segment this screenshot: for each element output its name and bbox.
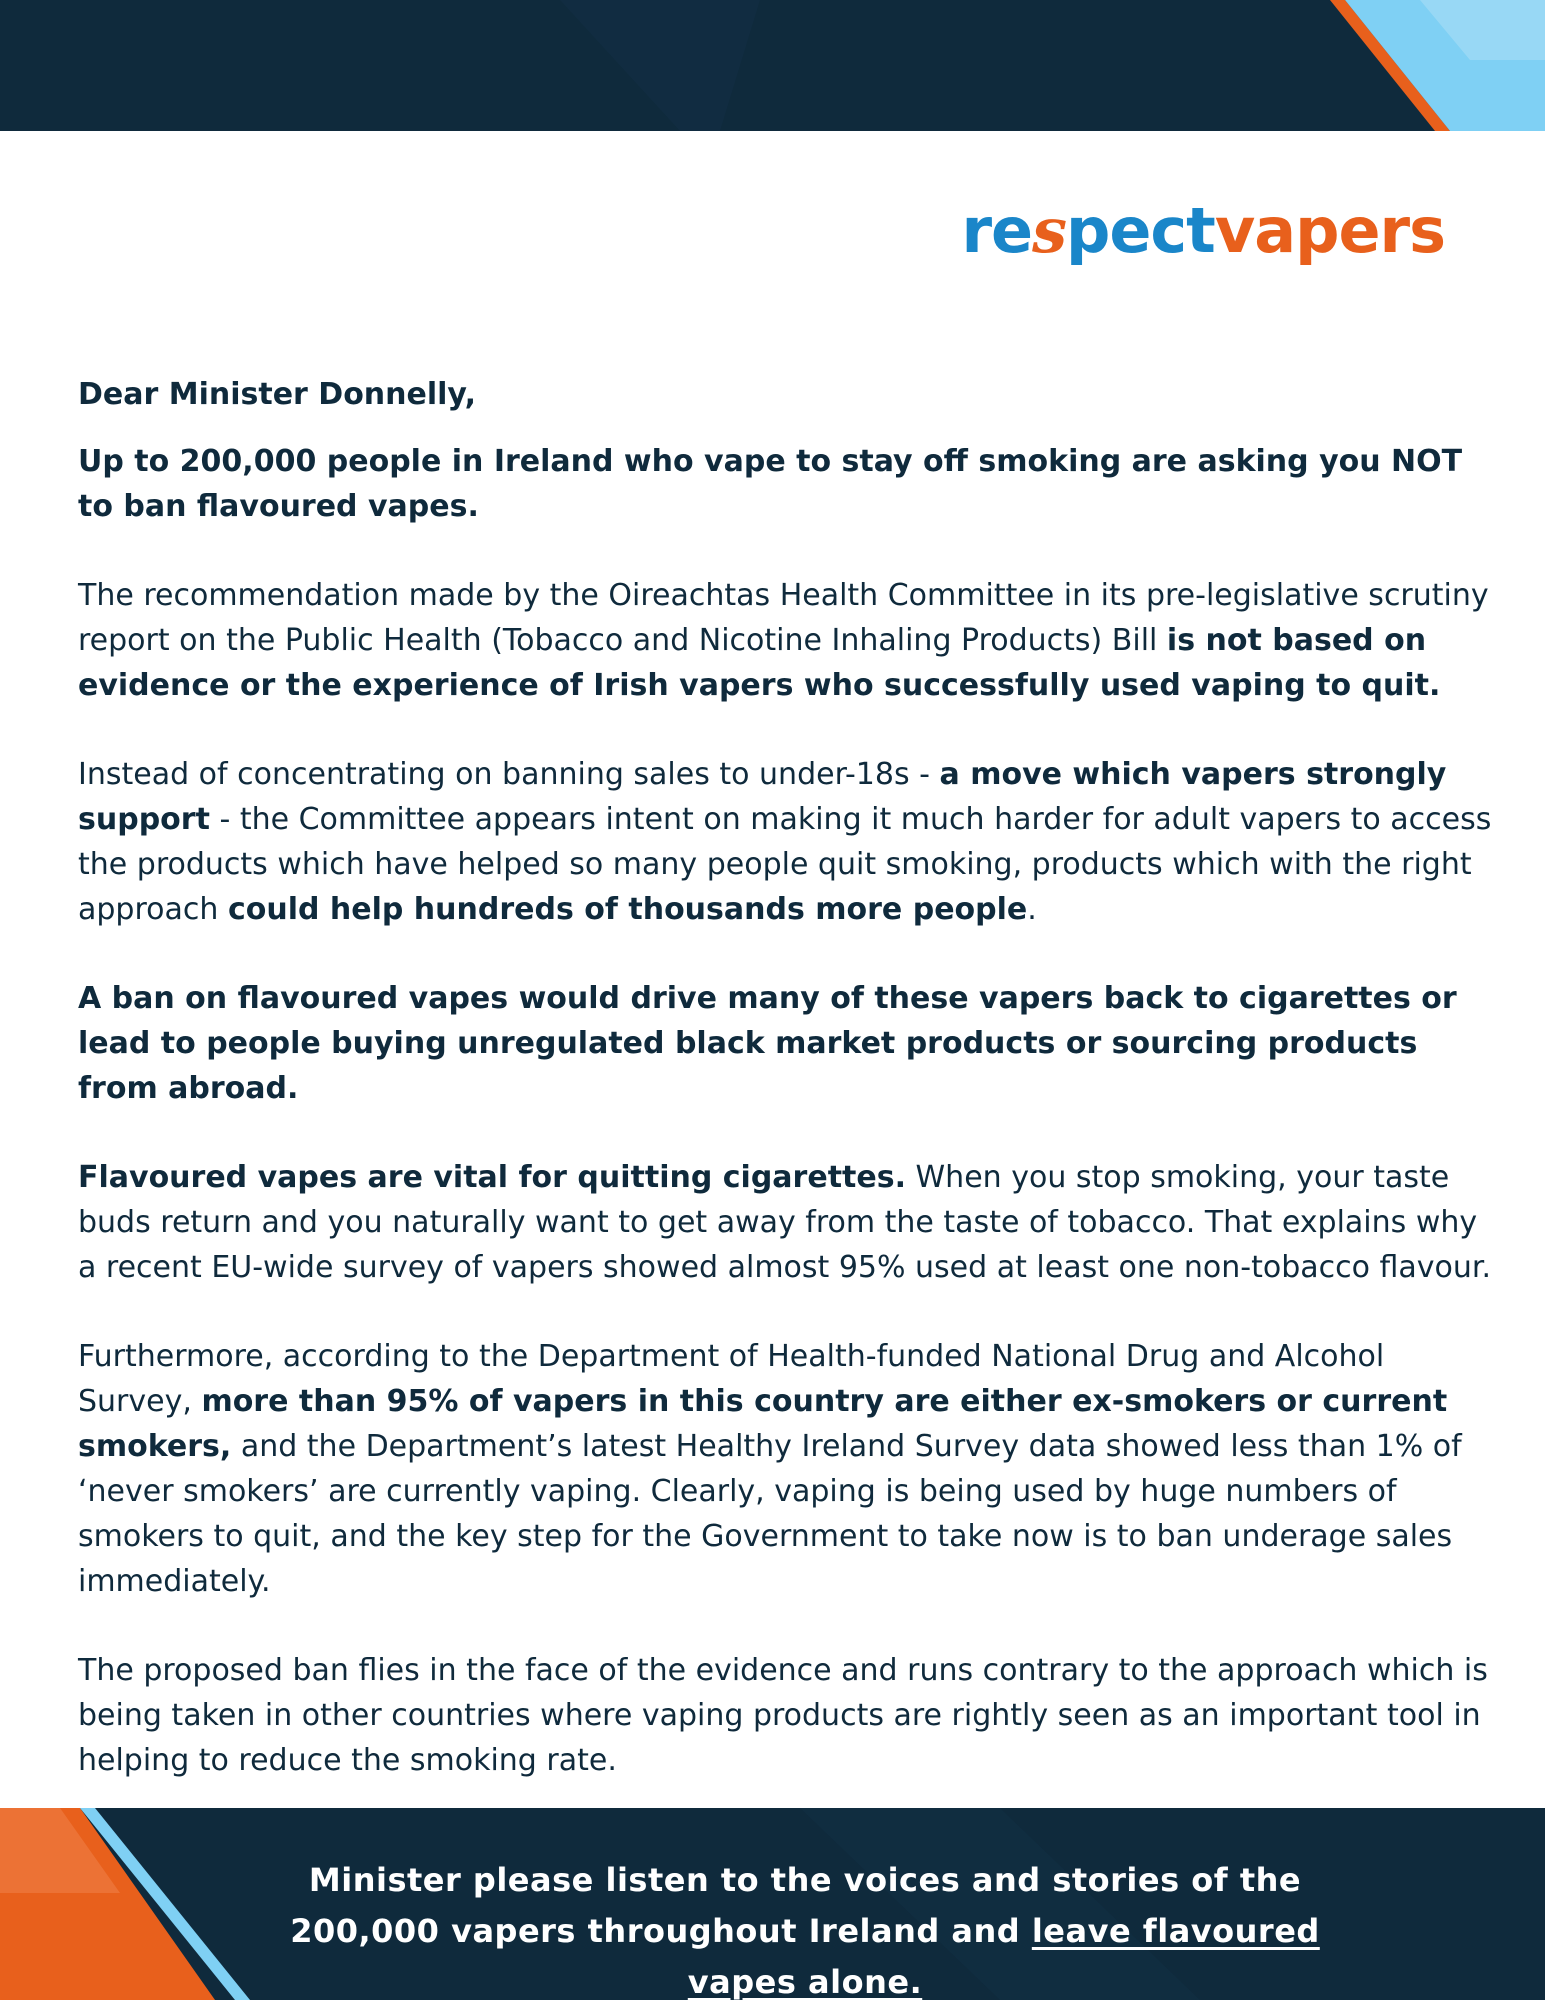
paragraph-5 xyxy=(78,1155,1503,1290)
paragraph-3-bold-2: could help hundreds of thousands more people xyxy=(227,892,1028,927)
header-decoration xyxy=(0,0,1545,131)
paragraph-2 xyxy=(78,573,1503,708)
paragraph-7 xyxy=(78,1648,1503,1783)
footer-message-underlined: leave flavoured vapes alone. xyxy=(687,1912,1320,2001)
paragraph-4-bold: A ban on flavoured vapes would drive many of these vapers back to cigarettes or lead to people buying unregulated black market products or sourcing products from abroad. xyxy=(78,981,1457,1106)
paragraph-3-text-2: - the Committee appears intent on making it much harder for adult vapers to access the products which have helped so many people quit smoking, products which with the right approach xyxy=(78,802,1492,927)
paragraph-6 xyxy=(78,1334,1503,1604)
logo-part-pect: pect xyxy=(1066,194,1215,267)
paragraph-5-text: When you stop smoking, your taste buds return and you naturally want to get away from the taste of tobacco. That explains why a recent EU-wide survey of vapers showed almost 95% used at least one non-tobacco flavour. xyxy=(78,1160,1492,1285)
footer-message-text: Minister please listen to the voices and stories of the 200,000 vapers throughout Ireland and xyxy=(290,1861,1302,1950)
paragraph-2-text: The recommendation made by the Oireachtas Health Committee in its pre-legislative scrutiny report on the Public Health (Tobacco and Nicotine Inhaling Products) Bill xyxy=(78,578,1489,658)
paragraph-4 xyxy=(78,976,1503,1111)
paragraph-7-text: The proposed ban flies in the face of the evidence and runs contrary to the approach which is being taken in other countries where vaping products are rightly seen as an important tool in helping to reduce the smoking rate. xyxy=(78,1653,1488,1778)
logo-part-s: s xyxy=(1032,194,1066,267)
paragraph-3 xyxy=(78,752,1503,932)
letter-body xyxy=(78,372,1503,1827)
footer-message xyxy=(240,1855,1370,2008)
paragraph-3-text-1: Instead of concentrating on banning sales to under-18s - xyxy=(78,757,940,792)
paragraph-5-bold: Flavoured vapes are vital for quitting cigarettes. xyxy=(78,1160,906,1195)
header-banner xyxy=(0,0,1545,131)
paragraph-1-bold: Up to 200,000 people in Ireland who vape to stay off smoking are asking you NOT to ban flavoured vapes. xyxy=(78,444,1463,524)
paragraph-3-bold-1: a move which vapers strongly support xyxy=(78,757,1447,837)
logo-part-re: re xyxy=(961,194,1033,267)
paragraph-2-bold: is not based on evidence or the experience of Irish vapers who successfully used vaping to quit. xyxy=(78,623,1441,703)
paragraph-3-text-3: . xyxy=(1027,892,1037,927)
paragraph-6-text-1: Furthermore, according to the Department of Health-funded National Drug and Alcohol Survey, xyxy=(78,1339,1385,1419)
logo-part-vapers: vapers xyxy=(1214,194,1445,267)
respectvapers-logo xyxy=(961,194,1445,267)
paragraph-1 xyxy=(78,439,1503,529)
paragraph-6-bold: more than 95% of vapers in this country are either ex-smokers or current smokers, xyxy=(78,1384,1448,1464)
paragraph-6-text-2: and the Department’s latest Healthy Ireland Survey data showed less than 1% of ‘never smokers’ are currently vaping. Clearly, vaping is being used by huge numbers of smokers to quit, and the key step for the Government to take now is to ban underage sales immediately. xyxy=(78,1429,1462,1599)
greeting: Dear Minister Donnelly, xyxy=(78,377,477,412)
